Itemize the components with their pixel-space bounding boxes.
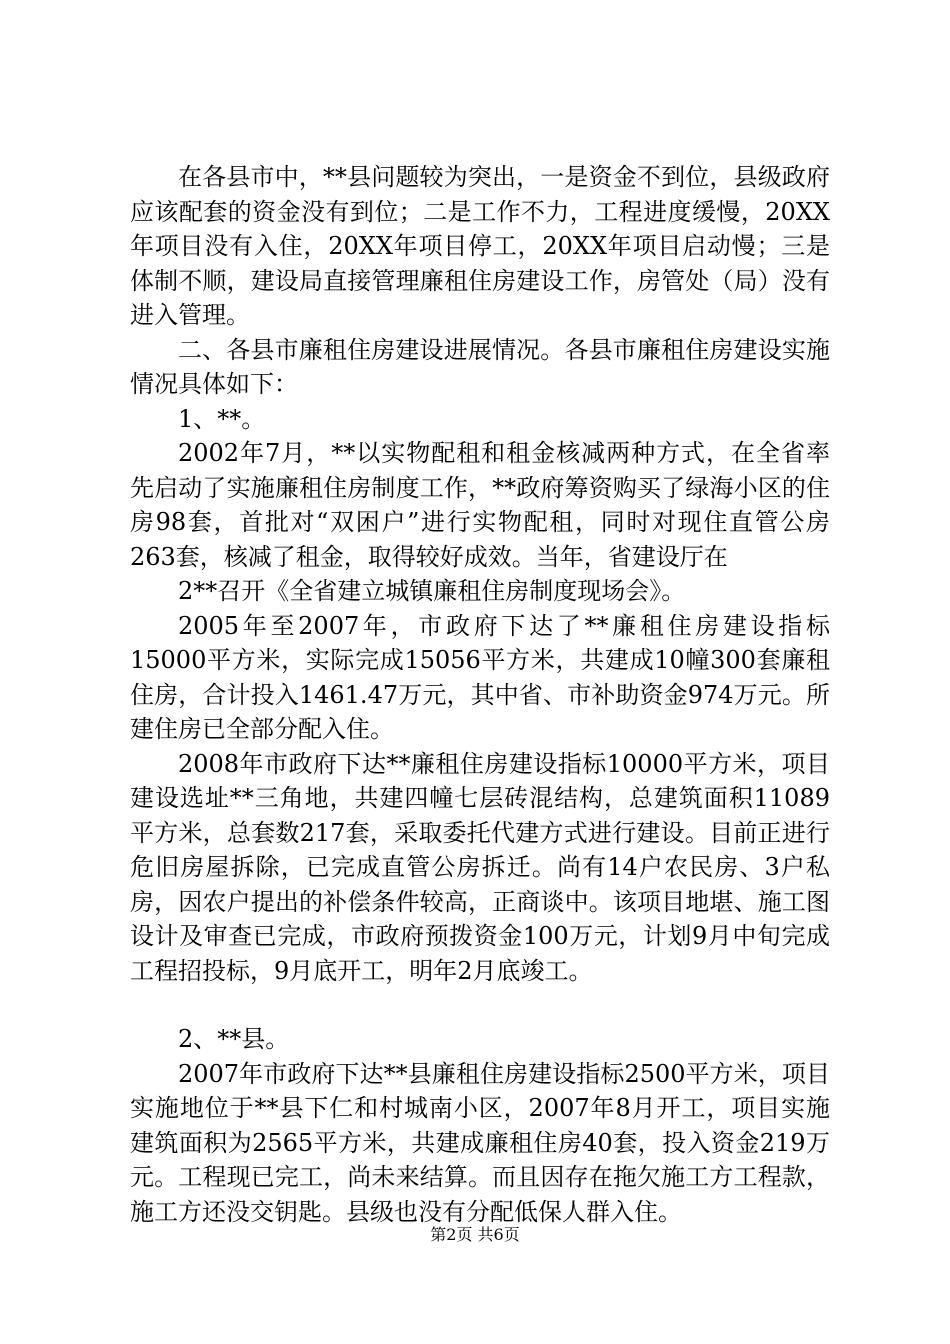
page-footer: 第2页 共6页 bbox=[430, 1225, 520, 1244]
section-heading-progress: 二、各县市廉租住房建设进展情况。各县市廉租住房建设实施情况具体如下： bbox=[130, 335, 830, 398]
subheading-county: 2、**县。 bbox=[178, 1025, 290, 1053]
subheading-city: 1、**。 bbox=[178, 404, 266, 433]
paragraph-meeting: 2**召开《全省建立城镇廉租住房制度现场会》。 bbox=[178, 577, 686, 605]
paragraph-2002: 2002年7月，**以实物配租和租金核减两种方式，在全省率先启动了实施廉租住房制度工作，**政府筹资购买了绿海小区的住房98套，首批对“双困户”进行实物配租，同时对现住直管公房263套，核减了租金，取得较好成效。当年，省建设厅在 bbox=[130, 439, 830, 571]
paragraph-county-problems: 在各县市中，**县问题较为突出，一是资金不到位，县级政府应该配套的资金没有到位；二是工作不力，工程进度缓慢，20XX年项目没有入住，20XX年项目停工，20XX年项目启动慢；三是体制不顺，建设局直接管理廉租住房建设工作，房管处（局）没有进入管理。 bbox=[130, 163, 830, 329]
paragraph-2008: 2008年市政府下达**廉租住房建设指标10000平方米，项目建设选址**三角地，共建四幢七层砖混结构，总建筑面积11089平方米，总套数217套，采取委托代建方式进行建设。目前正进行危旧房屋拆除，已完成直管公房拆迁。尚有14户农民房、3户私房，因农户提出的补偿条件较高，正商谈中。该项目地堪、施工图设计及审查已完成，市政府预拨资金100万元，计划9月中旬完成工程招投标，9月底开工，明年2月底竣工。 bbox=[130, 749, 830, 985]
document-body bbox=[130, 160, 830, 1229]
paragraph-2005-2007: 2005年至2007年，市政府下达了**廉租住房建设指标15000平方米，实际完成15056平方米，共建成10幢300套廉租住房，合计投入1461.47万元，其中省、市补助资金974万元。所建住房已全部分配入住。 bbox=[130, 611, 830, 743]
paragraph-2007-county: 2007年市政府下达**县廉租住房建设指标2500平方米，项目实施地位于**县下仁和村城南小区，2007年8月开工，项目实施建筑面积为2565平方米，共建成廉租住房40套，投入资金219万元。工程现已完工，尚未来结算。而且因存在拖欠施工方工程款，施工方还没交钥匙。县级也没有分配低保人群入住。 bbox=[130, 1059, 830, 1226]
